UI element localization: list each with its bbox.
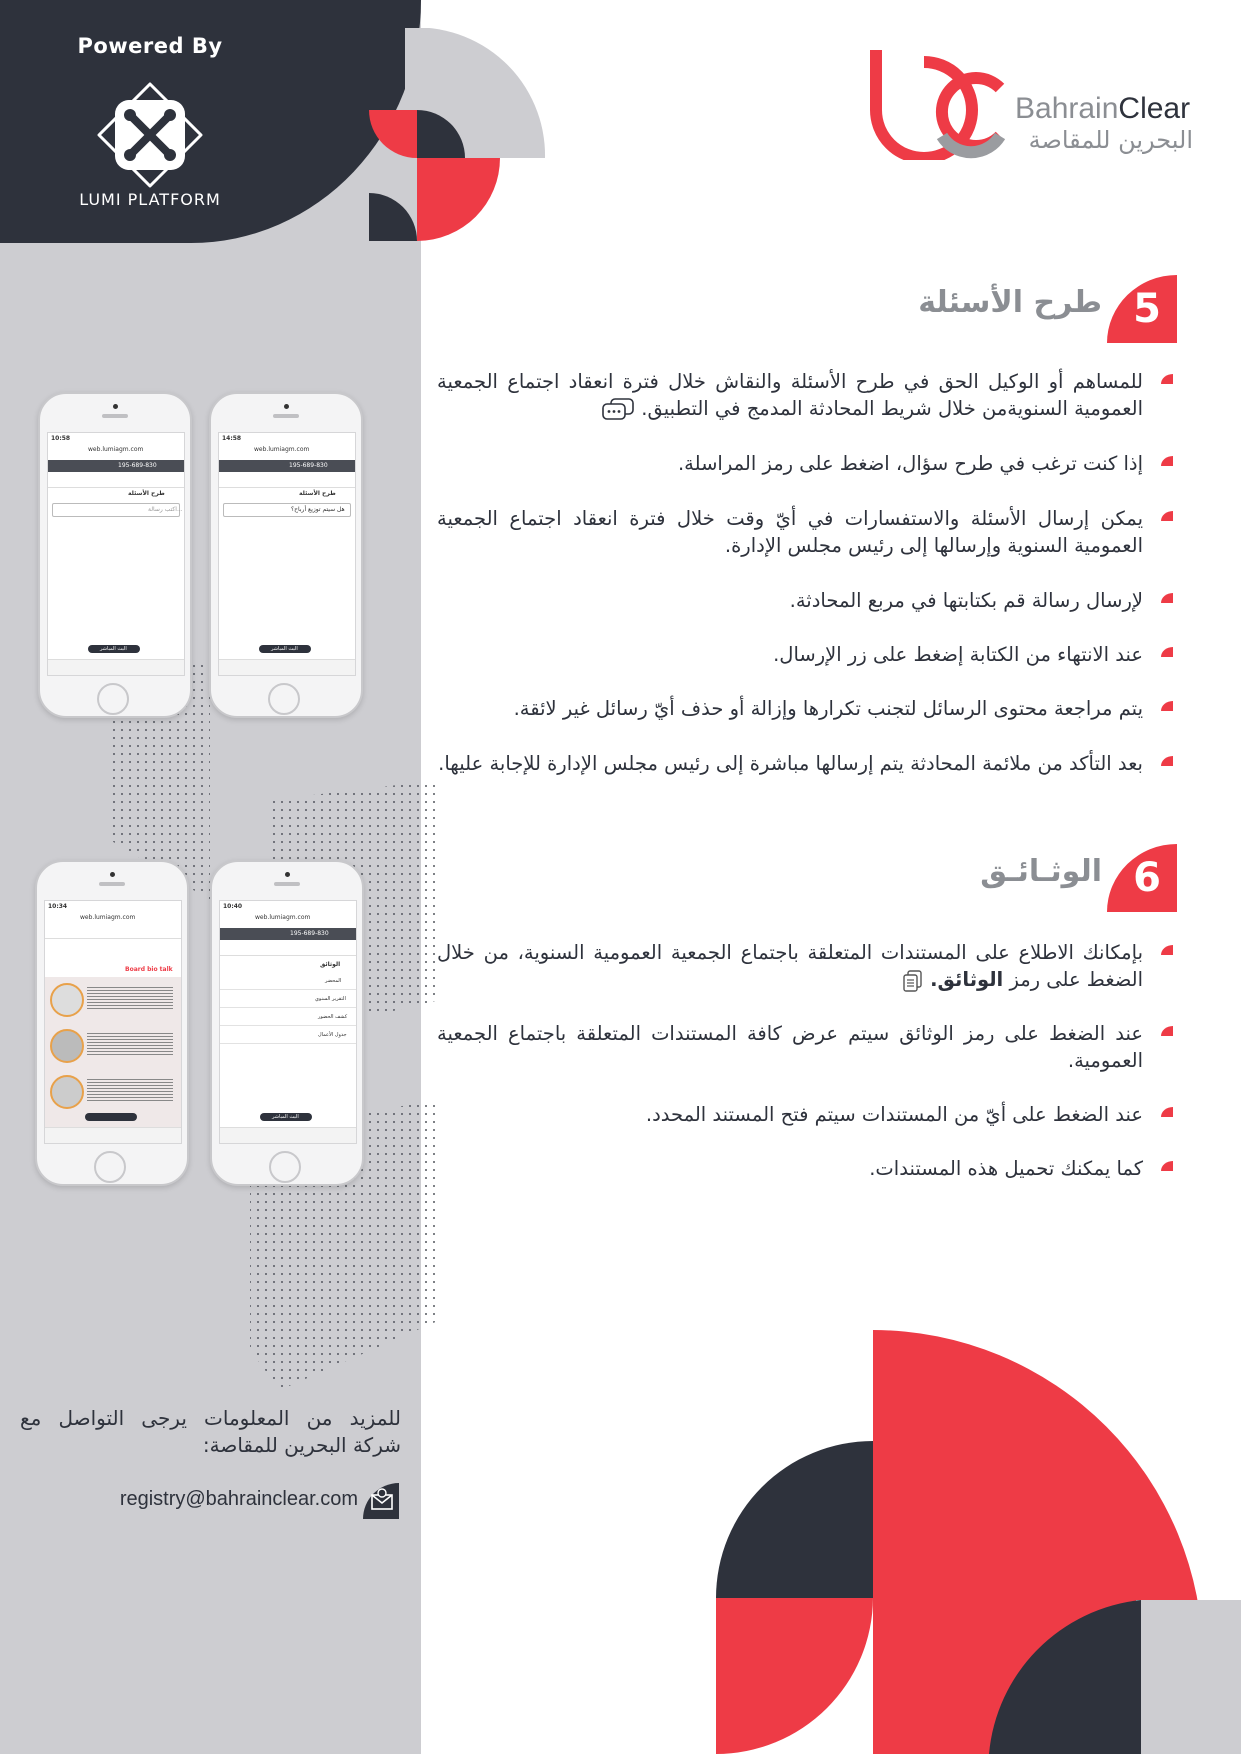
section-5-bullet-5: عند الانتهاء من الكتابة إضغط على زر الإرسال. <box>773 643 1143 666</box>
browser-url: web.lumiagm.com <box>88 446 144 453</box>
brand-name-en: BahrainClear <box>1015 92 1191 125</box>
section-6-title: الوثـائـق <box>980 854 1102 889</box>
document-item[interactable]: التقرير السنوي <box>315 996 346 1002</box>
document-item[interactable]: جدول الأعمال <box>318 1032 347 1038</box>
bullet-marker <box>1161 593 1173 603</box>
bullet-marker <box>1161 456 1173 466</box>
questions-heading: طرح الأسئلة <box>299 490 336 497</box>
phone-mockup-documents <box>210 860 364 1186</box>
document-item[interactable]: المحضر <box>325 978 342 984</box>
broadcast-button[interactable]: البث المباشر <box>271 646 298 652</box>
status-time: 10:40 <box>223 903 243 910</box>
browser-url: web.lumiagm.com <box>255 914 311 921</box>
chat-input[interactable]: هل سيتم توزيع أرباح؟ <box>291 506 345 513</box>
status-time: 10:58 <box>51 435 71 442</box>
bullet-marker <box>1161 1026 1173 1036</box>
section-6-badge: 6 <box>1107 844 1177 912</box>
bullet-marker <box>1161 945 1173 955</box>
lumi-logo-icon <box>97 82 203 188</box>
browser-url: web.lumiagm.com <box>80 914 136 921</box>
meeting-id: 195-689-830 <box>289 462 328 469</box>
phone-mockup-questions-typing <box>209 392 363 718</box>
chat-input[interactable]: اكتب رسالة... <box>148 506 183 513</box>
section-5-badge: 5 <box>1107 275 1177 343</box>
chat-bubble-icon <box>601 398 635 422</box>
section-5-bullet-4: لإرسال رسالة قم بكتابتها في مربع المحادثة. <box>789 589 1143 612</box>
documents-heading: الوثائق <box>320 961 341 968</box>
documents-icon <box>902 970 924 992</box>
bullet-marker <box>1161 374 1173 384</box>
bullet-marker <box>1161 1107 1173 1117</box>
section-5-bullet-6: يتم مراجعة محتوى الرسائل لتجنب تكرارها وإزالة أو حذف أيّ رسائل غير لائقة. <box>513 697 1143 720</box>
section-6-bullet-1: بإمكانك الاطلاع على المستندات المتعلقة باجتماع الجمعية العمومية السنوية، من خلال الضغط على رمز الوثائق. <box>437 941 1143 991</box>
broadcast-button[interactable]: البث المباشر <box>272 1114 299 1120</box>
questions-heading: طرح الأسئلة <box>128 490 165 497</box>
bullet-marker <box>1161 647 1173 657</box>
lumi-platform-label: LUMI PLATFORM <box>79 190 221 209</box>
bullet-marker <box>1161 511 1173 521</box>
powered-by-label: Powered By <box>77 34 223 58</box>
bullet-marker <box>1161 1161 1173 1171</box>
bullet-marker <box>1161 701 1173 711</box>
section-6-bullet-2: عند الضغط على رمز الوثائق سيتم عرض كافة المستندات المتعلقة باجتماع الجمعية العمومية. <box>437 1022 1143 1072</box>
meeting-id: 195-689-830 <box>290 930 329 937</box>
header-geometric-shapes <box>360 28 550 248</box>
section-6-bullet-4: كما يمكنك تحميل هذه المستندات. <box>869 1157 1143 1180</box>
section-6-bullet-3: عند الضغط على أيّ من المستندات سيتم فتح المستند المحدد. <box>645 1103 1143 1126</box>
email-icon <box>363 1483 399 1519</box>
section-5-title: طرح الأسئلة <box>918 285 1102 320</box>
footer-geometric-shapes <box>716 1330 1241 1754</box>
section-5-bullet-1: للمساهم أو الوكيل الحق في طرح الأسئلة والنقاش خلال فترة انعقاد اجتماع الجمعية العمومية السنويةمن خلال شريط المحادثة المدمج في التطبيق. <box>437 370 1143 420</box>
brand-name-ar: البحرين للمقاصة <box>1028 126 1193 154</box>
phone-mockup-questions-empty <box>38 392 192 718</box>
contact-text: للمزيد من المعلومات يرجى التواصل مع شركة البحرين للمقاصة: <box>20 1406 401 1457</box>
status-time: 10:34 <box>48 903 68 910</box>
section-5-bullet-2: إذا كنت ترغب في طرح سؤال، اضغط على رمز المراسلة. <box>677 452 1143 475</box>
meeting-id: 195-689-830 <box>118 462 157 469</box>
board-heading: Board bio talk <box>125 966 173 973</box>
broadcast-button[interactable]: البث المباشر <box>100 646 127 652</box>
bullet-marker <box>1161 756 1173 766</box>
phone-mockup-board-bios <box>35 860 189 1186</box>
section-5-bullet-7: بعد التأكد من ملائمة المحادثة يتم إرسالها مباشرة إلى رئيس مجلس الإدارة للإجابة عليها. <box>438 752 1143 775</box>
document-item[interactable]: كشف الحضور <box>318 1014 348 1020</box>
browser-url: web.lumiagm.com <box>254 446 310 453</box>
status-time: 14:58 <box>222 435 242 442</box>
contact-email[interactable]: registry@bahrainclear.com <box>119 1488 358 1510</box>
section-5-bullet-3: يمكن إرسال الأسئلة والاستفسارات في أيّ وقت خلال فترة انعقاد اجتماع الجمعية العمومية السنوية وإرسالها إلى رئيس مجلس الإدارة. <box>437 507 1143 557</box>
